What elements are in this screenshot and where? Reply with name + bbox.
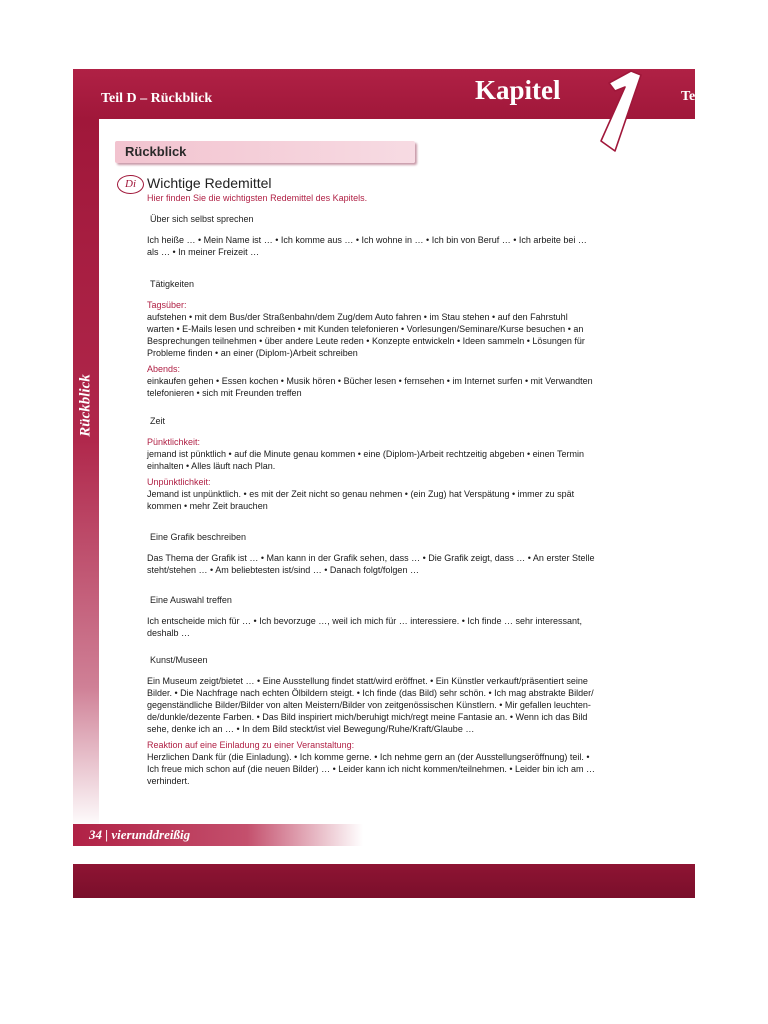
block-ueber-sich <box>147 213 647 258</box>
block-text: Das Thema der Grafik ist … • Man kann in der Grafik sehen, dass … • Die Grafik zeigt, dass … • An erster Stelle steht/stehen … • Am beliebtesten ist/sind … • Danach folgt/folgen … <box>147 553 595 575</box>
di-badge-icon: Di <box>117 175 144 194</box>
page-number-band <box>73 824 363 846</box>
block-taetigkeiten <box>147 278 647 399</box>
block-heading: Über sich selbst sprechen <box>150 214 254 224</box>
block-heading: Eine Auswahl treffen <box>150 595 232 605</box>
block-sublabel: Unpünktlichkeit: <box>147 477 211 487</box>
block-text: Ein Museum zeigt/bietet … • Eine Ausstellung findet statt/wird eröffnet. • Ein Künstler verkauft/präsentiert seine Bilder. • Die Nachfrage nach echten Ölbildern steigt. • Ich finde (das Bild) sehr schön. • Ich mag abstrakte Bilder/ gegenständliche Bilder/Bilder von alten Meistern/Bilder von zeitgenössischen Künstlern. • Mir gefallen leuchten- de/dunkle/dezente Farben. • Das Bild inspiriert mich/beruhigt mich/regt meine Fantasie an. • Wenn ich das Bild sehe, denke ich an … • In dem Bild steckt/ist viel Bewegung/Ruhe/Kraft/Glaube … <box>147 676 594 734</box>
side-label: Rückblick <box>77 374 94 437</box>
block-text: jemand ist pünktlich • auf die Minute genau kommen • eine (Diplom-)Arbeit rechtzeitig abgeben • einen Termin einhalten • Alles läuft nach Plan. <box>147 449 585 471</box>
section-header-box <box>115 141 415 163</box>
section-title: Rückblick <box>125 144 187 159</box>
block-zeit <box>147 415 647 512</box>
block-sublabel: Reaktion auf eine Einladung zu einer Veranstaltung: <box>147 740 355 750</box>
block-heading: Kunst/Museen <box>150 655 208 665</box>
subsection-title: Wichtige Redemittel <box>147 175 272 191</box>
block-text: Jemand ist unpünktlich. • es mit der Zeit nicht so genau nehmen • (ein Zug) hat Verspätung • immer zu spät kommen • mehr Zeit brauchen <box>147 489 575 511</box>
block-sublabel: Tagsüber: <box>147 300 187 310</box>
kapitel-label: Kapitel <box>475 75 561 105</box>
block-sublabel: Abends: <box>147 364 181 374</box>
textbook-page <box>73 69 695 898</box>
block-grafik <box>147 531 647 576</box>
chapter-number-one <box>595 69 647 153</box>
block-heading: Eine Grafik beschreiben <box>150 532 247 542</box>
part-title: Teil D – Rückblick <box>101 91 213 106</box>
page-number: 34 | vierunddreißig <box>89 827 191 842</box>
block-text: Herzlichen Dank für (die Einladung). • Ich komme gerne. • Ich nehme gern an (der Ausstellungseröffnung) teil. • Ich freue mich schon auf (die neuen Bilder) … • Leider kann ich nicht kommen/teilnehmen. • Leider bin ich am … verhindert. <box>147 752 596 786</box>
block-sublabel: Pünktlichkeit: <box>147 437 201 447</box>
block-text: einkaufen gehen • Essen kochen • Musik hören • Bücher lesen • fernsehen • im Internet surfen • mit Verwandten telefonieren • sich mit Freunden treffen <box>147 376 593 398</box>
block-heading: Zeit <box>150 416 166 426</box>
footer-band <box>73 864 695 898</box>
side-band <box>73 119 99 829</box>
next-chapter-tab: Te <box>681 89 695 104</box>
block-text: Ich heiße … • Mein Name ist … • Ich komme aus … • Ich wohne in … • Ich bin von Beruf … • Ich arbeite bei … als … • In meiner Freizeit … <box>147 235 587 257</box>
block-text: Ich entscheide mich für … • Ich bevorzuge …, weil ich mich für … interessiere. • Ich finde … sehr interessant, deshalb … <box>147 616 582 638</box>
block-heading: Tätigkeiten <box>150 279 195 289</box>
intro-text: Hier finden Sie die wichtigsten Redemittel des Kapitels. <box>147 193 368 203</box>
block-kunst <box>147 654 647 787</box>
block-text: aufstehen • mit dem Bus/der Straßenbahn/dem Zug/dem Auto fahren • im Stau stehen • auf den Fahrstuhl warten • E-Mails lesen und schreiben • mit Kunden telefonieren • Vorlesungen/Seminare/Kurse besuchen • an Besprechungen teilnehmen • über andere Leute reden • Konzepte entwickeln • Ideen sammeln • Lösungen für Probleme finden • an einer (Diplom-)Arbeit schreiben <box>147 312 585 358</box>
block-auswahl <box>147 594 647 639</box>
